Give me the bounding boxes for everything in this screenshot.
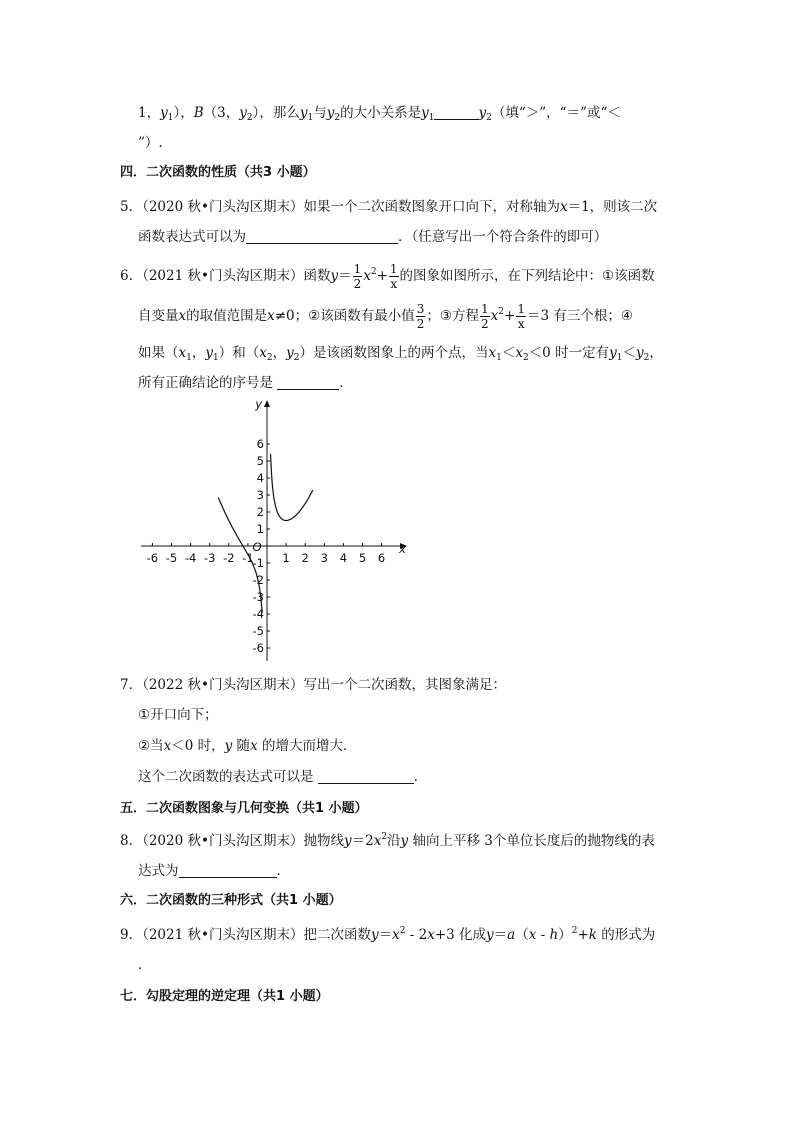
text: 当 (150, 738, 164, 754)
text: ）是该函数图象上的两个点，当 (299, 345, 489, 361)
circled-three: ③ (439, 308, 453, 324)
text: 函数表达式可以为 (138, 229, 246, 245)
answer-blank[interactable] (318, 770, 414, 784)
text: ．（任意写出一个符合条件的即可） (398, 229, 608, 245)
text: 5．（2020 秋•门头沟区期末）如果一个二次函数图象开口向下，对称轴为 (120, 199, 560, 215)
var: x (178, 308, 187, 324)
y-tick-label: 1 (256, 522, 264, 536)
y-tick-label: 6 (256, 437, 264, 451)
text: 轴向上平移 3个单位长度后的抛物线的表 (408, 833, 655, 849)
fraction (389, 262, 399, 291)
sup: 2 (571, 926, 578, 936)
text: 的大小关系是 (340, 105, 422, 121)
text: ， (191, 345, 206, 361)
denominator: 2 (416, 317, 425, 331)
sub: 1 (186, 353, 192, 363)
x-tick-label: -1 (242, 551, 254, 565)
text: 达式为 (138, 863, 179, 879)
var: y (326, 105, 335, 121)
circled-one: ① (138, 707, 151, 723)
text: ＝ (338, 268, 352, 284)
text: ． (339, 375, 353, 391)
question-7-line1: 7．（2022 秋•门头沟区期末）写出一个二次函数，其图象满足： (120, 677, 506, 693)
text: 该函数有最小值 (320, 308, 415, 324)
text: 6．（2021 秋•门头沟区期末）函数 (120, 268, 331, 284)
sup: 2 (498, 307, 505, 317)
var: x (528, 927, 537, 943)
text: ） (558, 927, 572, 943)
question-7-line2 (138, 706, 218, 724)
x-tick-label: -4 (184, 551, 197, 565)
y-tick-label: 2 (256, 505, 264, 519)
curve-right-branch (271, 454, 313, 521)
x-tick-label: 5 (358, 551, 367, 565)
y-axis-label: y (255, 397, 262, 411)
text: ＝ (493, 927, 508, 943)
y-tick-label: -4 (252, 607, 264, 621)
var: y (224, 738, 233, 754)
text: 1， (138, 105, 161, 121)
text: ）和（ (218, 345, 260, 361)
denominator: 2 (353, 277, 362, 291)
question-9-line2: ． (138, 957, 152, 973)
text: 自变量 (138, 308, 179, 324)
numerator: 1 (353, 262, 362, 276)
question-7-line4 (138, 768, 427, 786)
var: h (549, 927, 559, 943)
text: + (376, 268, 388, 284)
question-6-line3 (138, 344, 663, 362)
question-5-line2 (138, 228, 607, 246)
answer-blank[interactable] (179, 864, 277, 878)
x-tick-label: -3 (203, 551, 216, 565)
var: x (267, 308, 275, 324)
q4-continuation-line2: ”）. (138, 135, 163, 151)
question-9-line1 (120, 926, 655, 944)
var: y (299, 105, 308, 121)
sup: 2 (381, 832, 388, 842)
var: B (193, 105, 204, 121)
question-5-line1 (120, 198, 657, 216)
numerator: 1 (517, 302, 525, 316)
x-axis-label: x (399, 542, 406, 556)
sub: 1 (496, 353, 502, 363)
sub: 1 (307, 113, 314, 123)
x-tick-label: 4 (339, 551, 348, 565)
origin-label: O (252, 540, 262, 554)
sub: 2 (486, 113, 492, 123)
var: x (392, 927, 400, 943)
x-tick-label: 1 (282, 551, 290, 565)
fraction (516, 302, 526, 331)
text: 9．（2021 秋•门头沟区期末）把二次函数 (120, 927, 371, 943)
text: 的形式为 (596, 927, 656, 943)
var: x (559, 199, 568, 215)
var: y (286, 345, 294, 361)
question-6-line2 (138, 302, 633, 331)
text: + (577, 927, 589, 943)
circled-one: ① (602, 268, 615, 284)
y-tick-label: 4 (256, 471, 264, 485)
text: ＜ (622, 345, 636, 361)
text: ． (413, 769, 428, 785)
section-heading-4: 四．二次函数的性质（共3 小题） (120, 165, 316, 180)
var: x (488, 345, 497, 361)
text: 8．（2020 秋•门头沟区期末）抛物线 (120, 833, 344, 849)
text: 该函数 (614, 268, 655, 284)
var: y (205, 345, 213, 361)
y-tick-label: -1 (252, 556, 264, 570)
answer-blank[interactable] (434, 106, 478, 120)
text: ），那么 (252, 105, 300, 121)
denominator: x (517, 317, 525, 331)
x-tick-label: -5 (165, 551, 178, 565)
var: y (239, 105, 247, 121)
text: 这个二次函数的表达式可以是 (138, 769, 314, 785)
sub: 1 (213, 353, 219, 363)
y-tick-label: 5 (256, 454, 264, 468)
var: x (373, 833, 382, 849)
question-7-line3 (138, 737, 356, 755)
var: y (330, 268, 339, 284)
var: x (163, 738, 172, 754)
question-6-line4 (138, 374, 353, 392)
sup: 2 (370, 267, 377, 277)
var: y (400, 833, 409, 849)
text: ， (272, 345, 287, 361)
y-tick-label: -2 (252, 573, 264, 587)
numerator: 1 (481, 302, 489, 316)
var: x (363, 268, 371, 284)
section-heading-6: 六．二次函数的三种形式（共1 小题） (120, 893, 342, 908)
text: ≠0； (274, 308, 309, 324)
text: 如果（ (138, 345, 179, 361)
question-8-line1 (120, 832, 655, 850)
y-tick-label: 3 (256, 488, 264, 502)
circled-two: ② (138, 738, 151, 754)
var: y (370, 927, 379, 943)
text: 随 (232, 738, 251, 754)
text: 的图象如图所示，在下列结论中： (399, 268, 603, 284)
var: y (343, 833, 352, 849)
var: x (427, 927, 435, 943)
y-tick-label: -5 (252, 624, 264, 638)
answer-blank[interactable] (277, 376, 339, 390)
text: ＝3 有三个根； (526, 308, 621, 324)
var: x (490, 308, 499, 324)
sub: 1 (167, 113, 174, 123)
text: ＜ (501, 345, 516, 361)
text: 的取值范围是 (186, 308, 268, 324)
x-tick-label: 2 (301, 551, 309, 565)
text: ； (426, 308, 440, 324)
sub: 2 (266, 353, 273, 363)
text: ）， (173, 105, 194, 121)
text: ＝2 (351, 833, 374, 849)
text: + (504, 308, 516, 324)
text: +3 化成 (434, 927, 487, 943)
text: ＝1，则该二次 (567, 199, 658, 215)
circled-two: ② (308, 308, 321, 324)
sub: 2 (522, 353, 529, 363)
sub: 2 (334, 113, 341, 123)
text: 沿 (387, 833, 401, 849)
x-tick-label: 6 (377, 551, 386, 565)
sub: 2 (246, 113, 253, 123)
var: y (609, 345, 617, 361)
x-tick-label: -6 (146, 551, 159, 565)
text: 方程 (452, 308, 480, 324)
y-tick-label: -6 (252, 641, 264, 655)
text: 的增大而增大． (257, 738, 357, 754)
numerator: 1 (389, 262, 398, 276)
x-tick-label: -2 (223, 551, 235, 565)
var: a (507, 927, 516, 943)
text: 开口向下； (150, 707, 218, 723)
var: x (259, 345, 267, 361)
q4-continuation-line (138, 104, 621, 122)
text: - 2 (405, 927, 428, 943)
denominator: x (390, 277, 398, 291)
sub: 1 (616, 353, 623, 363)
denominator: 2 (481, 317, 489, 331)
text: ， (649, 345, 663, 361)
question-8-line2 (138, 862, 290, 880)
text: - (536, 927, 550, 943)
sub: 2 (293, 353, 300, 363)
question-6-line1 (120, 262, 655, 291)
fraction (416, 302, 426, 331)
answer-blank[interactable] (246, 230, 398, 244)
text: 所有正确结论的序号是 (138, 375, 273, 391)
var: y (635, 345, 644, 361)
fraction (353, 262, 363, 291)
sub: 1 (428, 113, 435, 123)
numerator: 3 (416, 302, 425, 316)
fraction (480, 302, 490, 331)
text: ＜0 时一定有 (528, 345, 610, 361)
var: x (515, 345, 523, 361)
var: y (160, 105, 168, 121)
text: （3， (203, 105, 240, 121)
var: k (588, 927, 597, 943)
text: 与 (313, 105, 327, 121)
text: ＝ (378, 927, 393, 943)
section-heading-7: 七．勾股定理的逆定理（共1 小题） (120, 989, 329, 1004)
sup: 2 (399, 926, 406, 936)
var: x (178, 345, 187, 361)
var: x (250, 738, 258, 754)
text: ． (276, 863, 290, 879)
text: （填“＞”，“＝”或“＜ (491, 105, 621, 121)
sub: 2 (643, 353, 650, 363)
text: （ (515, 927, 529, 943)
y-tick-label: -3 (252, 590, 264, 604)
var: y (486, 927, 494, 943)
function-graph (138, 395, 410, 665)
section-heading-5: 五．二次函数图象与几何变换（共1 小题） (120, 801, 368, 816)
circled-four: ④ (620, 308, 633, 324)
text: ＜0 时， (171, 738, 225, 754)
var: y (478, 105, 487, 121)
var: y (421, 105, 429, 121)
x-tick-label: 3 (320, 551, 328, 565)
